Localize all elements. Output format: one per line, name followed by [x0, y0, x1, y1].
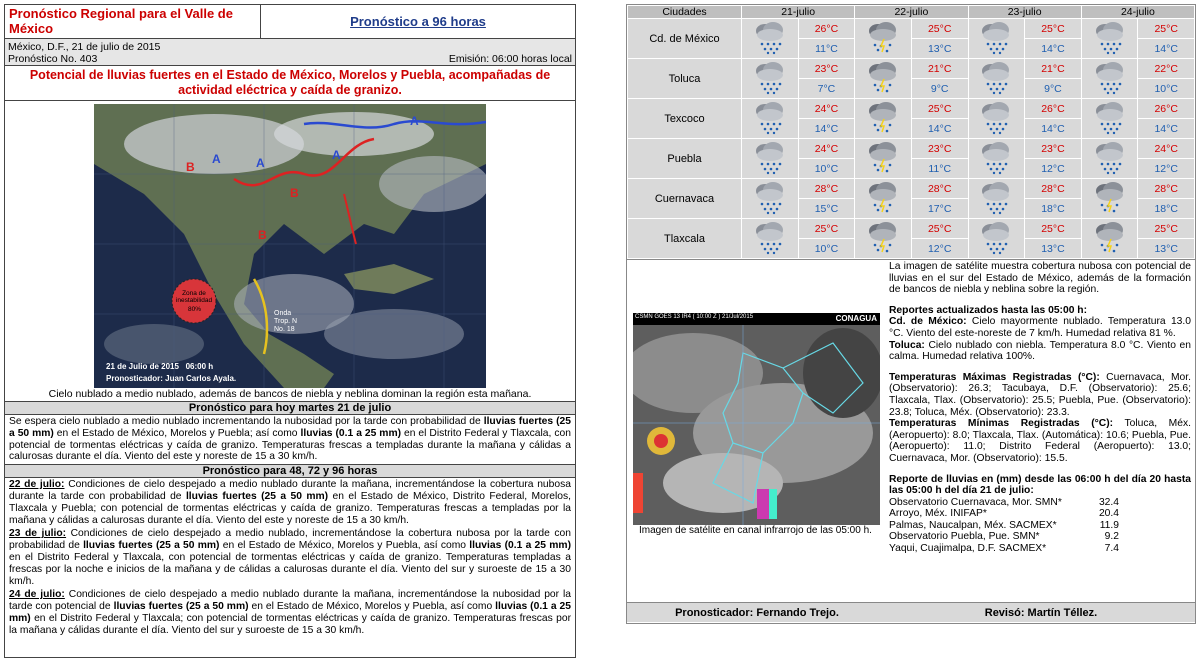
- satellite-caption: Cielo nublado a medio nublado, además de bancos de niebla y neblina dominan la región esta mañana.: [48, 388, 532, 400]
- max-temp: 23°C: [911, 139, 968, 159]
- emission-time: Emisión: 06:00 horas local: [448, 53, 572, 65]
- rain-cloud-icon: [968, 19, 1025, 59]
- reports-heading: Reportes actualizados hasta las 05:00 h:: [889, 304, 1088, 316]
- high-pressure-label-4: A: [410, 114, 419, 128]
- max-temp: 28°C: [798, 179, 855, 199]
- forecast-96h-link[interactable]: Pronóstico a 96 horas: [350, 14, 486, 29]
- max-temp: 25°C: [1025, 19, 1082, 39]
- min-temp: 7°C: [798, 79, 855, 99]
- table-header-row: [628, 6, 1195, 19]
- max-temp: 28°C: [1025, 179, 1082, 199]
- city-name: Tlaxcala: [628, 219, 742, 259]
- max-temp: 23°C: [798, 59, 855, 79]
- rain-cloud-icon: [742, 139, 799, 179]
- min-temp: 12°C: [1138, 159, 1195, 179]
- satellite-ir-image: [633, 313, 880, 525]
- station-name: Yaqui, Cuajimalpa, D.F. SACMEX*: [889, 543, 1047, 555]
- report-cdmx: Cd. de México: Cielo mayormente nublado. Temperatura 13.0 °C. Viento del este-noreste de 7 km/h. Humedad relativa 81 %.: [889, 316, 1191, 339]
- max-temp: 25°C: [911, 99, 968, 119]
- max-temp: 21°C: [1025, 59, 1082, 79]
- max-temp: 26°C: [1138, 99, 1195, 119]
- satellite-panel: [627, 260, 886, 589]
- min-temp: 14°C: [798, 119, 855, 139]
- instability-zone-label: Zona de inestabilidad: [175, 290, 213, 304]
- today-section-heading: Pronóstico para hoy martes 21 de julio: [5, 401, 575, 415]
- forecast-number: Pronóstico No. 403: [8, 53, 98, 65]
- rain-cloud-icon: [742, 59, 799, 99]
- rain-cloud-icon: [742, 19, 799, 59]
- satellite-map-image: [94, 104, 486, 388]
- city-name: Cuernavaca: [628, 179, 742, 219]
- forecast-23-julio: 23 de julio: Condiciones de cielo despejado a medio nublado, incrementándose la cobertura nubosa por la tarde con probabilidad de lluvias fuertes (25 a 50 mm) en el Estado de México, Morelos y Puebla, así como lluvias (0.1 a 25 mm) en el Distrito Federal y Tlaxcala, con potencial de tormentas eléctricas y caída de granizo. Temperaturas templadas a frescas por la noche e inicios de la mañana y de cálidas a calurosas durante el día. Viento del sur y suroeste de 15 a 30 km/h.: [9, 528, 572, 587]
- headline: Potencial de lluvias fuertes en el Estado de México, Morelos y Puebla, acompañadas de actividad eléctrica y caída de granizo.: [5, 66, 575, 101]
- city-name: Cd. de México: [628, 19, 742, 59]
- reports-text: [886, 260, 1195, 589]
- satellite-ir-caption: Imagen de satélite en canal infrarrojo de las 05:00 h.: [639, 525, 872, 536]
- extended-section-heading: Pronóstico para 48, 72 y 96 horas: [5, 464, 575, 478]
- meta-left: [8, 41, 160, 65]
- signature-bar: [627, 602, 1195, 622]
- low-pressure-label-3: B: [258, 228, 267, 242]
- page-title: Pronóstico Regional para el Valle de México: [5, 5, 261, 38]
- max-temp: 22°C: [1138, 59, 1195, 79]
- station-name: Observatorio Cuernavaca, Mor. SMN*: [889, 496, 1062, 508]
- forecast-22-julio: 22 de julio: Condiciones de cielo despejado a medio nublado durante la mañana, incrementándose la cobertura nubosa durante la tarde con probabilidad de lluvias fuertes (25 a 50 mm) en el Estado de México, Distrito Federal, Morelos, Tlaxcala y Puebla; con potencial de tormentas eléctricas y caída de granizo. Temperaturas frescas a templadas por la mañana y cálidas a calurosas durante el día. Viento del este y noreste de 15 a 30 km/h.: [9, 479, 572, 526]
- table-row: [628, 179, 1195, 199]
- station-name: Observatorio Puebla, Pue. SMN*: [889, 531, 1040, 543]
- rain-cloud-icon: [1081, 19, 1138, 59]
- high-pressure-label-2: A: [256, 156, 265, 170]
- rain-cloud-icon: [742, 179, 799, 219]
- min-temp: 12°C: [911, 239, 968, 259]
- storm-cloud-icon: [855, 179, 912, 219]
- station-name: Palmas, Naucalpan, Méx. SACMEX*: [889, 519, 1057, 531]
- max-temp: 26°C: [798, 19, 855, 39]
- rain-amount: 9.2: [1104, 531, 1119, 543]
- city-name: Toluca: [628, 59, 742, 99]
- min-temp: 10°C: [798, 239, 855, 259]
- city-forecast-table: [627, 5, 1195, 259]
- min-temperatures: Temperaturas Mínimas Registradas (°C): Toluca, Méx. (Aeropuerto): 8.0; Tlaxcala, Tlax. (Automática): 10.6; Puebla, Pue. (Aeropuerto): 11.0; Distrito Federal (Aeropuerto): 13.0; Cuernavaca, Mor. (Observatorio): 15.5.: [889, 418, 1191, 464]
- map-forecaster-stamp: Pronosticador: Juan Carlos Ayala.: [106, 374, 237, 383]
- max-temp: 28°C: [911, 179, 968, 199]
- min-temp: 10°C: [1138, 79, 1195, 99]
- rain-amount: 11.9: [1099, 519, 1119, 531]
- rain-cloud-icon: [968, 179, 1025, 219]
- rain-report-item: [889, 543, 1191, 555]
- storm-cloud-icon: [855, 219, 912, 259]
- max-temp: 23°C: [1025, 139, 1082, 159]
- rain-report-heading: Reporte de lluvias en (mm) desde las 06:00 h del día 20 hasta las 05:00 h del día 21 de julio:: [889, 473, 1191, 497]
- high-pressure-label-1: A: [212, 152, 221, 166]
- instability-zone-percent: 80%: [188, 306, 202, 313]
- map-date-stamp: 21 de Julio de 2015 06:00 h: [106, 362, 214, 371]
- place-date: México, D.F., 21 de julio de 2015: [8, 41, 161, 53]
- min-temp: 14°C: [911, 119, 968, 139]
- max-temp: 24°C: [798, 139, 855, 159]
- city-forecast-body: [628, 19, 1195, 259]
- rain-report-item: [889, 508, 1191, 520]
- max-temp: 21°C: [911, 59, 968, 79]
- city-name: Puebla: [628, 139, 742, 179]
- min-temp: 15°C: [798, 199, 855, 219]
- storm-cloud-icon: [855, 19, 912, 59]
- col-header-day: 24-julio: [1081, 6, 1194, 19]
- reviewer-name: Revisó: Martín Téllez.: [984, 606, 1098, 619]
- min-temp: 9°C: [1025, 79, 1082, 99]
- table-row: [628, 219, 1195, 239]
- max-temp: 25°C: [798, 219, 855, 239]
- forecaster-name: Pronosticador: Fernando Trejo.: [675, 606, 839, 619]
- storm-cloud-icon: [855, 99, 912, 139]
- min-temp: 11°C: [798, 39, 855, 59]
- storm-cloud-icon: [1081, 219, 1138, 259]
- storm-cloud-icon: [855, 139, 912, 179]
- low-pressure-label-1: B: [186, 160, 195, 174]
- storm-cloud-icon: [855, 59, 912, 99]
- rain-amount: 7.4: [1104, 543, 1119, 555]
- max-temp: 25°C: [911, 219, 968, 239]
- today-forecast-text: Se espera cielo nublado a medio nublado incrementando la nubosidad por la tarde con probabilidad de lluvias fuertes (25 a 50 mm) en el Estado de México, Morelos y Puebla; así como lluvias (0.1 a 25 mm) en el Distrito Federal y Tlaxcala, con potencial de tormentas eléctricas y caída de granizo. Temperaturas frescas a templadas durante la mañana y cálidas a calurosas durante el día. Viento del este y noreste de 15 a 30 km/h.: [9, 416, 571, 463]
- min-temp: 14°C: [1025, 119, 1082, 139]
- min-temp: 14°C: [1138, 119, 1195, 139]
- satellite-map-svg: [94, 104, 486, 388]
- max-temperatures: Temperaturas Máximas Registradas (°C): Cuernavaca, Mor. (Observatorio): 26.3; Tacubaya, D.F. (Observatorio): 25.6; Tlaxcala, Tlax. (Observatorio): 25.5; Puebla, Pue. (Observatorio): 23.8; Toluca, Méx. (Observatorio): 23.3.: [889, 371, 1191, 418]
- table-row: [628, 139, 1195, 159]
- rain-cloud-icon: [742, 99, 799, 139]
- rain-cloud-icon: [1081, 139, 1138, 179]
- min-temp: 14°C: [1025, 39, 1082, 59]
- col-header-day: 23-julio: [968, 6, 1081, 19]
- reports-area: [627, 259, 1195, 589]
- max-temp: 25°C: [911, 19, 968, 39]
- satellite-summary: La imagen de satélite muestra cobertura nubosa con potencial de lluvias en el sur del Estado de México, además de la formación de bancos de niebla y neblina sobre la región.: [889, 261, 1191, 296]
- min-temp: 13°C: [1138, 239, 1195, 259]
- high-pressure-label-3: A: [332, 148, 341, 162]
- forecast-24-julio: 24 de julio: Condiciones de cielo despejado a medio nublado durante la mañana, incrementándose la nubosidad por la tarde con potencial de lluvias fuertes (25 a 50 mm) en el Estado de México, Morelos y Puebla, así como lluvias (0.1 a 25 mm) en el Distrito Federal y Tlaxcala; con potencial de tormentas eléctricas y caída de granizo. Temperaturas frescas por la mañana y cálidas durante el día. Viento del sur y suroeste de 15 a 30 km/h.: [9, 589, 572, 636]
- min-temp: 10°C: [798, 159, 855, 179]
- table-row: [628, 99, 1195, 119]
- rain-report-item: [889, 531, 1191, 543]
- rain-cloud-icon: [968, 219, 1025, 259]
- low-pressure-label-2: B: [290, 186, 299, 200]
- report-toluca: Toluca: Cielo nublado con niebla. Temperatura 8.0 °C. Viento en calma. Humedad relativa 100%.: [889, 339, 1191, 363]
- min-temp: 14°C: [1138, 39, 1195, 59]
- rain-cloud-icon: [968, 139, 1025, 179]
- storm-cloud-icon: [1081, 179, 1138, 219]
- tropical-wave-label: Onda Trop. N No. 18: [274, 310, 298, 333]
- min-temp: 18°C: [1025, 199, 1082, 219]
- rain-cloud-icon: [1081, 59, 1138, 99]
- meta-row: [5, 39, 575, 66]
- regional-forecast-page: [4, 4, 576, 658]
- subtitle-cell: [261, 5, 575, 38]
- col-header-day: 21-julio: [742, 6, 855, 19]
- max-temp: 25°C: [1138, 219, 1195, 239]
- min-temp: 12°C: [1025, 159, 1082, 179]
- max-temp: 24°C: [1138, 139, 1195, 159]
- conagua-logo: CONAGUA: [835, 314, 877, 323]
- max-temp: 26°C: [1025, 99, 1082, 119]
- min-temp: 17°C: [911, 199, 968, 219]
- min-temp: 13°C: [911, 39, 968, 59]
- min-temp: 13°C: [1025, 239, 1082, 259]
- table-row: [628, 19, 1195, 39]
- header-row: [5, 5, 575, 39]
- max-temp: 28°C: [1138, 179, 1195, 199]
- max-temp: 25°C: [1025, 219, 1082, 239]
- rain-cloud-icon: [1081, 99, 1138, 139]
- rain-cloud-icon: [968, 99, 1025, 139]
- col-header-cities: Ciudades: [628, 6, 742, 19]
- col-header-day: 22-julio: [855, 6, 968, 19]
- min-temp: 9°C: [911, 79, 968, 99]
- station-name: Arroyo, Méx. INIFAP*: [889, 508, 987, 520]
- city-forecast-page: [626, 4, 1196, 624]
- rain-amount: 20.4: [1098, 508, 1119, 520]
- min-temp: 11°C: [911, 159, 968, 179]
- max-temp: 24°C: [798, 99, 855, 119]
- rain-amount: 32.4: [1098, 496, 1119, 508]
- table-row: [628, 59, 1195, 79]
- satellite-header-label: CSMN GOES 13 IR4 ( 10:00 Z ) 21/Jul/2015: [635, 314, 754, 320]
- min-temp: 18°C: [1138, 199, 1195, 219]
- rain-cloud-icon: [968, 59, 1025, 99]
- satellite-ir-svg: [633, 313, 880, 525]
- rain-cloud-icon: [742, 219, 799, 259]
- city-name: Texcoco: [628, 99, 742, 139]
- rain-report-item: [889, 497, 1191, 509]
- max-temp: 25°C: [1138, 19, 1195, 39]
- rain-report-item: [889, 520, 1191, 532]
- rain-report-list: [889, 497, 1191, 555]
